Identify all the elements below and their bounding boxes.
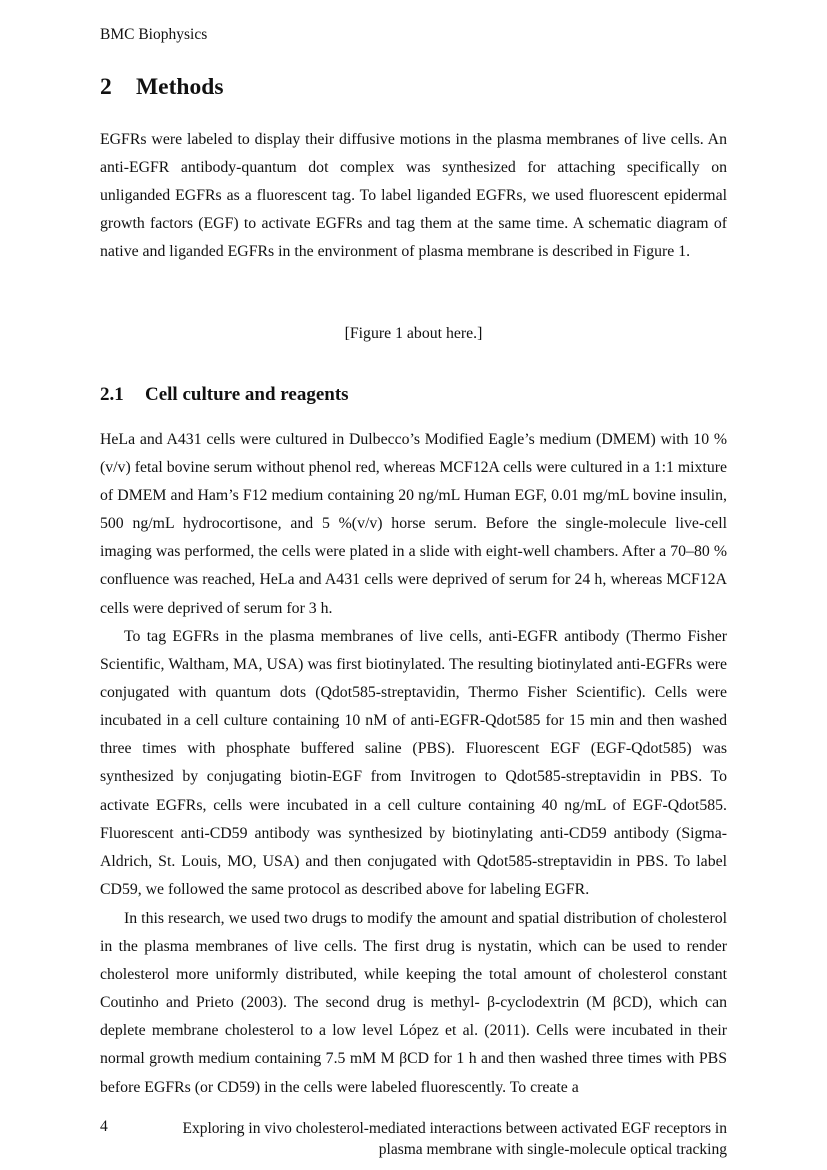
footer-title-line-2: plasma membrane with single-molecule optical tracking [378,1141,727,1158]
body-paragraph-1: HeLa and A431 cells were cultured in Dulbecco’s Modified Eagle’s medium (DMEM) with 10 % (v/v) fetal bovine serum without phenol red, whereas MCF12A cells were cultured in a 1:1 mixture of DMEM and Ham’s F12 medium containing 20 ng/mL Human EGF, 0.01 mg/mL bovine insulin, 500 ng/mL hydrocortisone, and 5 %(v/v) horse serum. Before the single-molecule live-cell imaging was performed, the cells were plated in a slide with eight-well chambers. After a 70–80 % confluence was reached, HeLa and A431 cells were deprived of serum for 24 h, whereas MCF12A cells were deprived of serum for 3 h. [100,431,727,617]
subsection-number: 2.1 [100,384,124,405]
running-footer-title [145,1118,727,1160]
section-heading [100,74,223,101]
section-number: 2 [100,74,112,100]
subsection-title-text: Cell culture and reagents [145,384,349,405]
footer-title-line-1: Exploring in vivo cholesterol-mediated interactions between activated EGF receptors in [182,1120,727,1137]
section-title-text: Methods [136,74,224,100]
page-number: 4 [100,1118,108,1135]
intro-paragraph: EGFRs were labeled to display their diffusive motions in the plasma membranes of live cells. An anti-EGFR antibody-quantum dot complex was synthesized for attaching specifically on unliganded EGFRs as a fluorescent tag. To label liganded EGFRs, we used fluorescent epidermal growth factors (EGF) to activate EGFRs and tag them at the same time. A schematic diagram of native and liganded EGFRs in the environment of plasma membrane is described in Figure 1. [100,131,727,261]
body-paragraph-2: To tag EGFRs in the plasma membranes of live cells, anti-EGFR antibody (Thermo Fisher Scientific, Waltham, MA, USA) was first biotinylated. The resulting biotinylated anti-EGFRs were conjugated with quantum dots (Qdot585-streptavidin, Thermo Fisher Scientific). Cells were incubated in a cell culture containing 10 nM of anti-EGFR-Qdot585 for 15 min and then washed three times with phosphate buffered saline (PBS). Fluorescent EGF (EGF-Qdot585) was synthesized by conjugating biotin-EGF from Invitrogen to Qdot585-streptavidin in PBS. To activate EGFRs, cells were incubated in a cell culture containing 40 ng/mL of EGF-Qdot585. Fluorescent anti-CD59 antibody was synthesized by biotinylating anti-CD59 antibody (Sigma-Aldrich, St. Louis, MO, USA) and then conjugated with Qdot585-streptavidin in PBS. To label CD59, we followed the same protocol as described above for labeling EGFR. [100,628,727,898]
running-header: BMC Biophysics [100,26,208,43]
figure-placeholder: [Figure 1 about here.] [344,325,483,342]
body-paragraph-3: In this research, we used two drugs to modify the amount and spatial distribution of cholesterol in the plasma membranes of live cells. The first drug is nystatin, which can be used to render cholesterol more uniformly distributed, while keeping the total amount of cholesterol constant Coutinho and Prieto (2003). The second drug is methyl- β-cyclodextrin (M βCD), which can deplete membrane cholesterol to a low level López et al. (2011). Cells were incubated in their normal growth medium containing 7.5 mM M βCD for 1 h and then washed three times with PBS before EGFRs (or CD59) in the cells were labeled fluorescently. To create a [100,910,727,1096]
subsection-heading [100,384,349,406]
